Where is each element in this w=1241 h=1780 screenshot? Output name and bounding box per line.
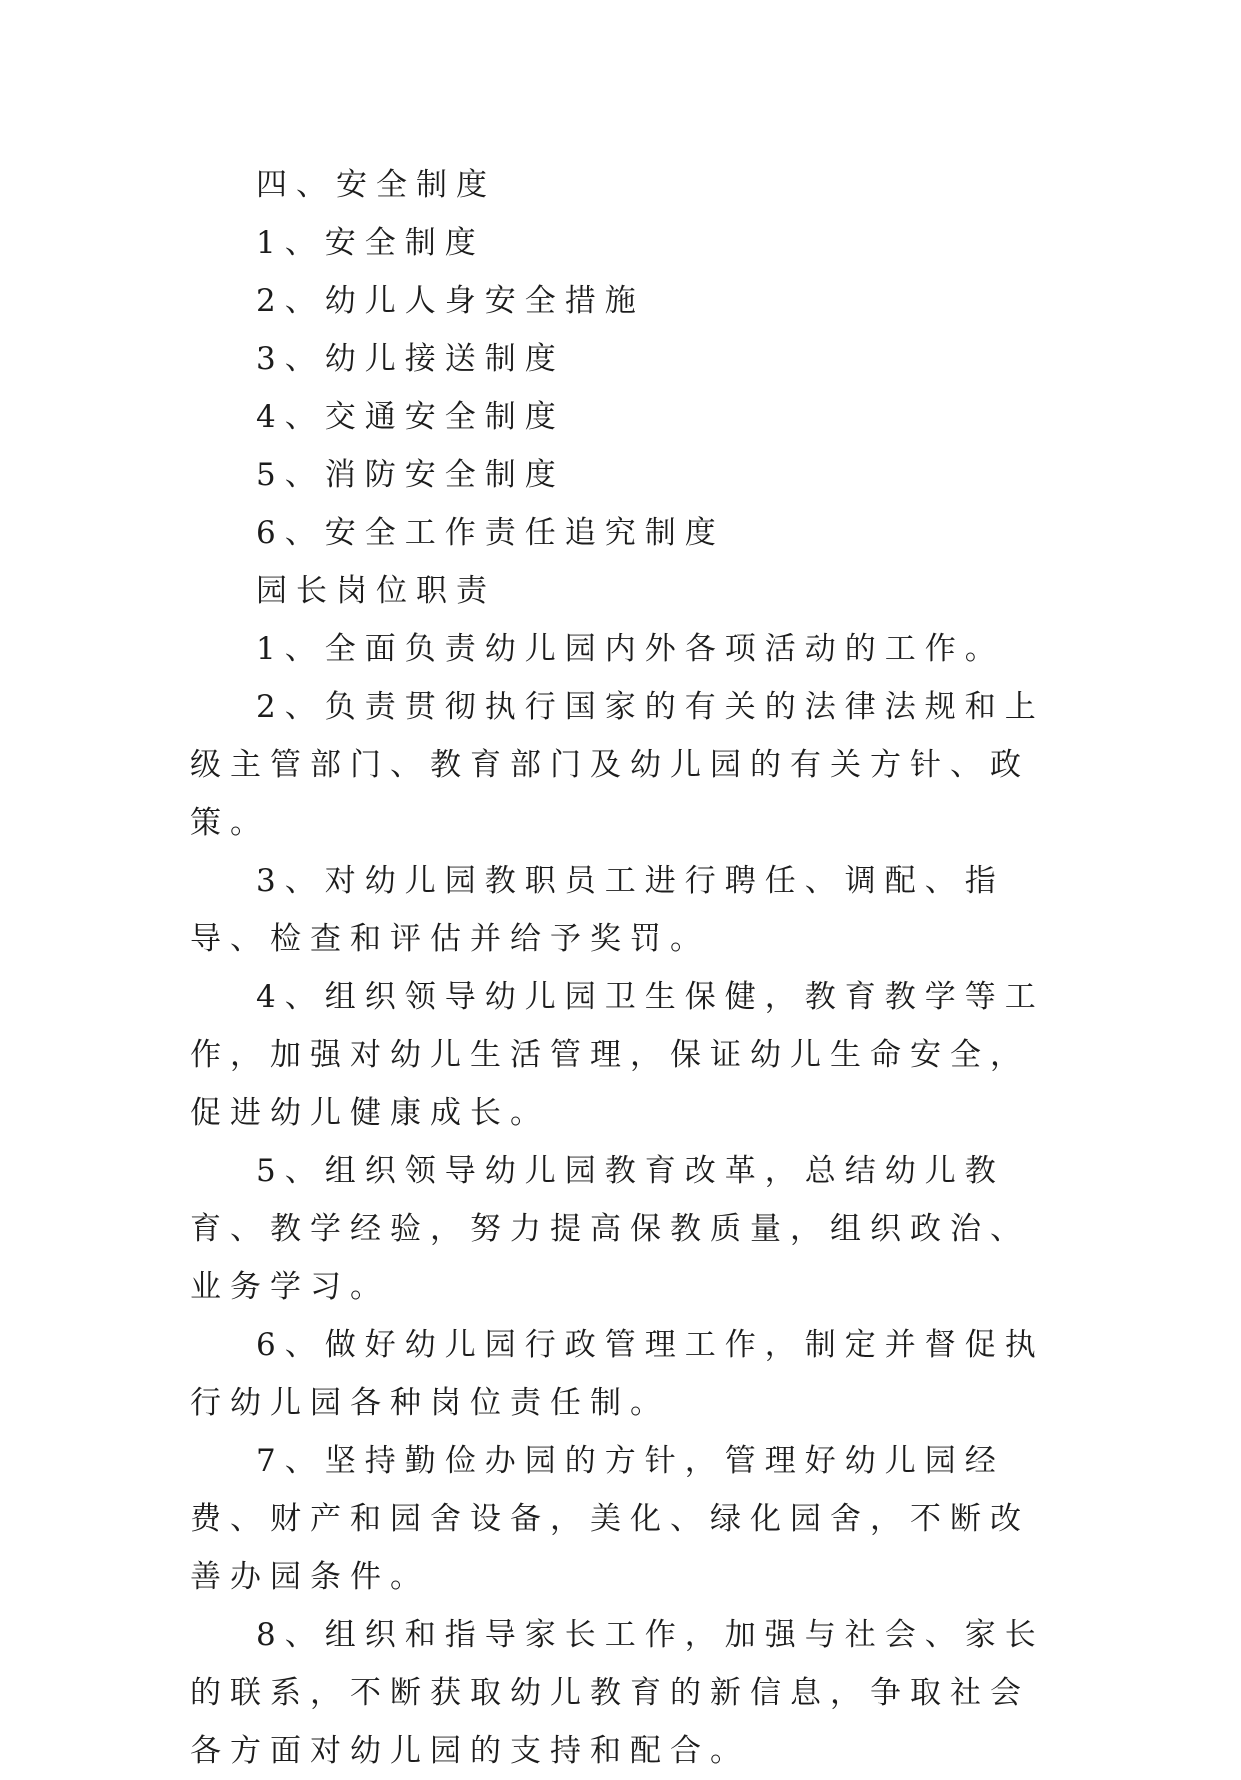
duty-item: 5、组织领导幼儿园教育改革，总结幼儿教育、教学经验，努力提高保教质量，组织政治、业务学习。	[190, 1153, 1030, 1305]
list-item: 4、交通安全制度	[256, 399, 565, 435]
list-item: 3、幼儿接送制度	[256, 341, 565, 377]
duty-item: 1、全面负责幼儿园内外各项活动的工作。	[256, 631, 1005, 667]
list-item: 1、安全制度	[256, 225, 485, 261]
list-item: 6、安全工作责任追究制度	[256, 515, 725, 551]
list-item: 2、幼儿人身安全措施	[256, 283, 645, 319]
section-heading: 园长岗位职责	[256, 573, 496, 609]
document-body	[190, 156, 1060, 1780]
duty-item: 2、负责贯彻执行国家的有关的法律法规和上级主管部门、教育部门及幼儿园的有关方针、政策。	[190, 689, 1045, 841]
duty-item: 6、做好幼儿园行政管理工作，制定并督促执行幼儿园各种岗位责任制。	[190, 1327, 1045, 1421]
list-item: 5、消防安全制度	[256, 457, 565, 493]
duty-item: 4、组织领导幼儿园卫生保健，教育教学等工作，加强对幼儿生活管理，保证幼儿生命安全，促进幼儿健康成长。	[190, 979, 1045, 1131]
duty-item: 3、对幼儿园教职员工进行聘任、调配、指导、检查和评估并给予奖罚。	[190, 863, 1005, 957]
section-heading: 四、安全制度	[256, 167, 496, 203]
duty-item: 8、组织和指导家长工作，加强与社会、家长的联系，不断获取幼儿教育的新信息，争取社会各方面对幼儿园的支持和配合。	[190, 1617, 1045, 1769]
duty-item: 7、坚持勤俭办园的方针，管理好幼儿园经费、财产和园舍设备，美化、绿化园舍，不断改善办园条件。	[190, 1443, 1030, 1595]
